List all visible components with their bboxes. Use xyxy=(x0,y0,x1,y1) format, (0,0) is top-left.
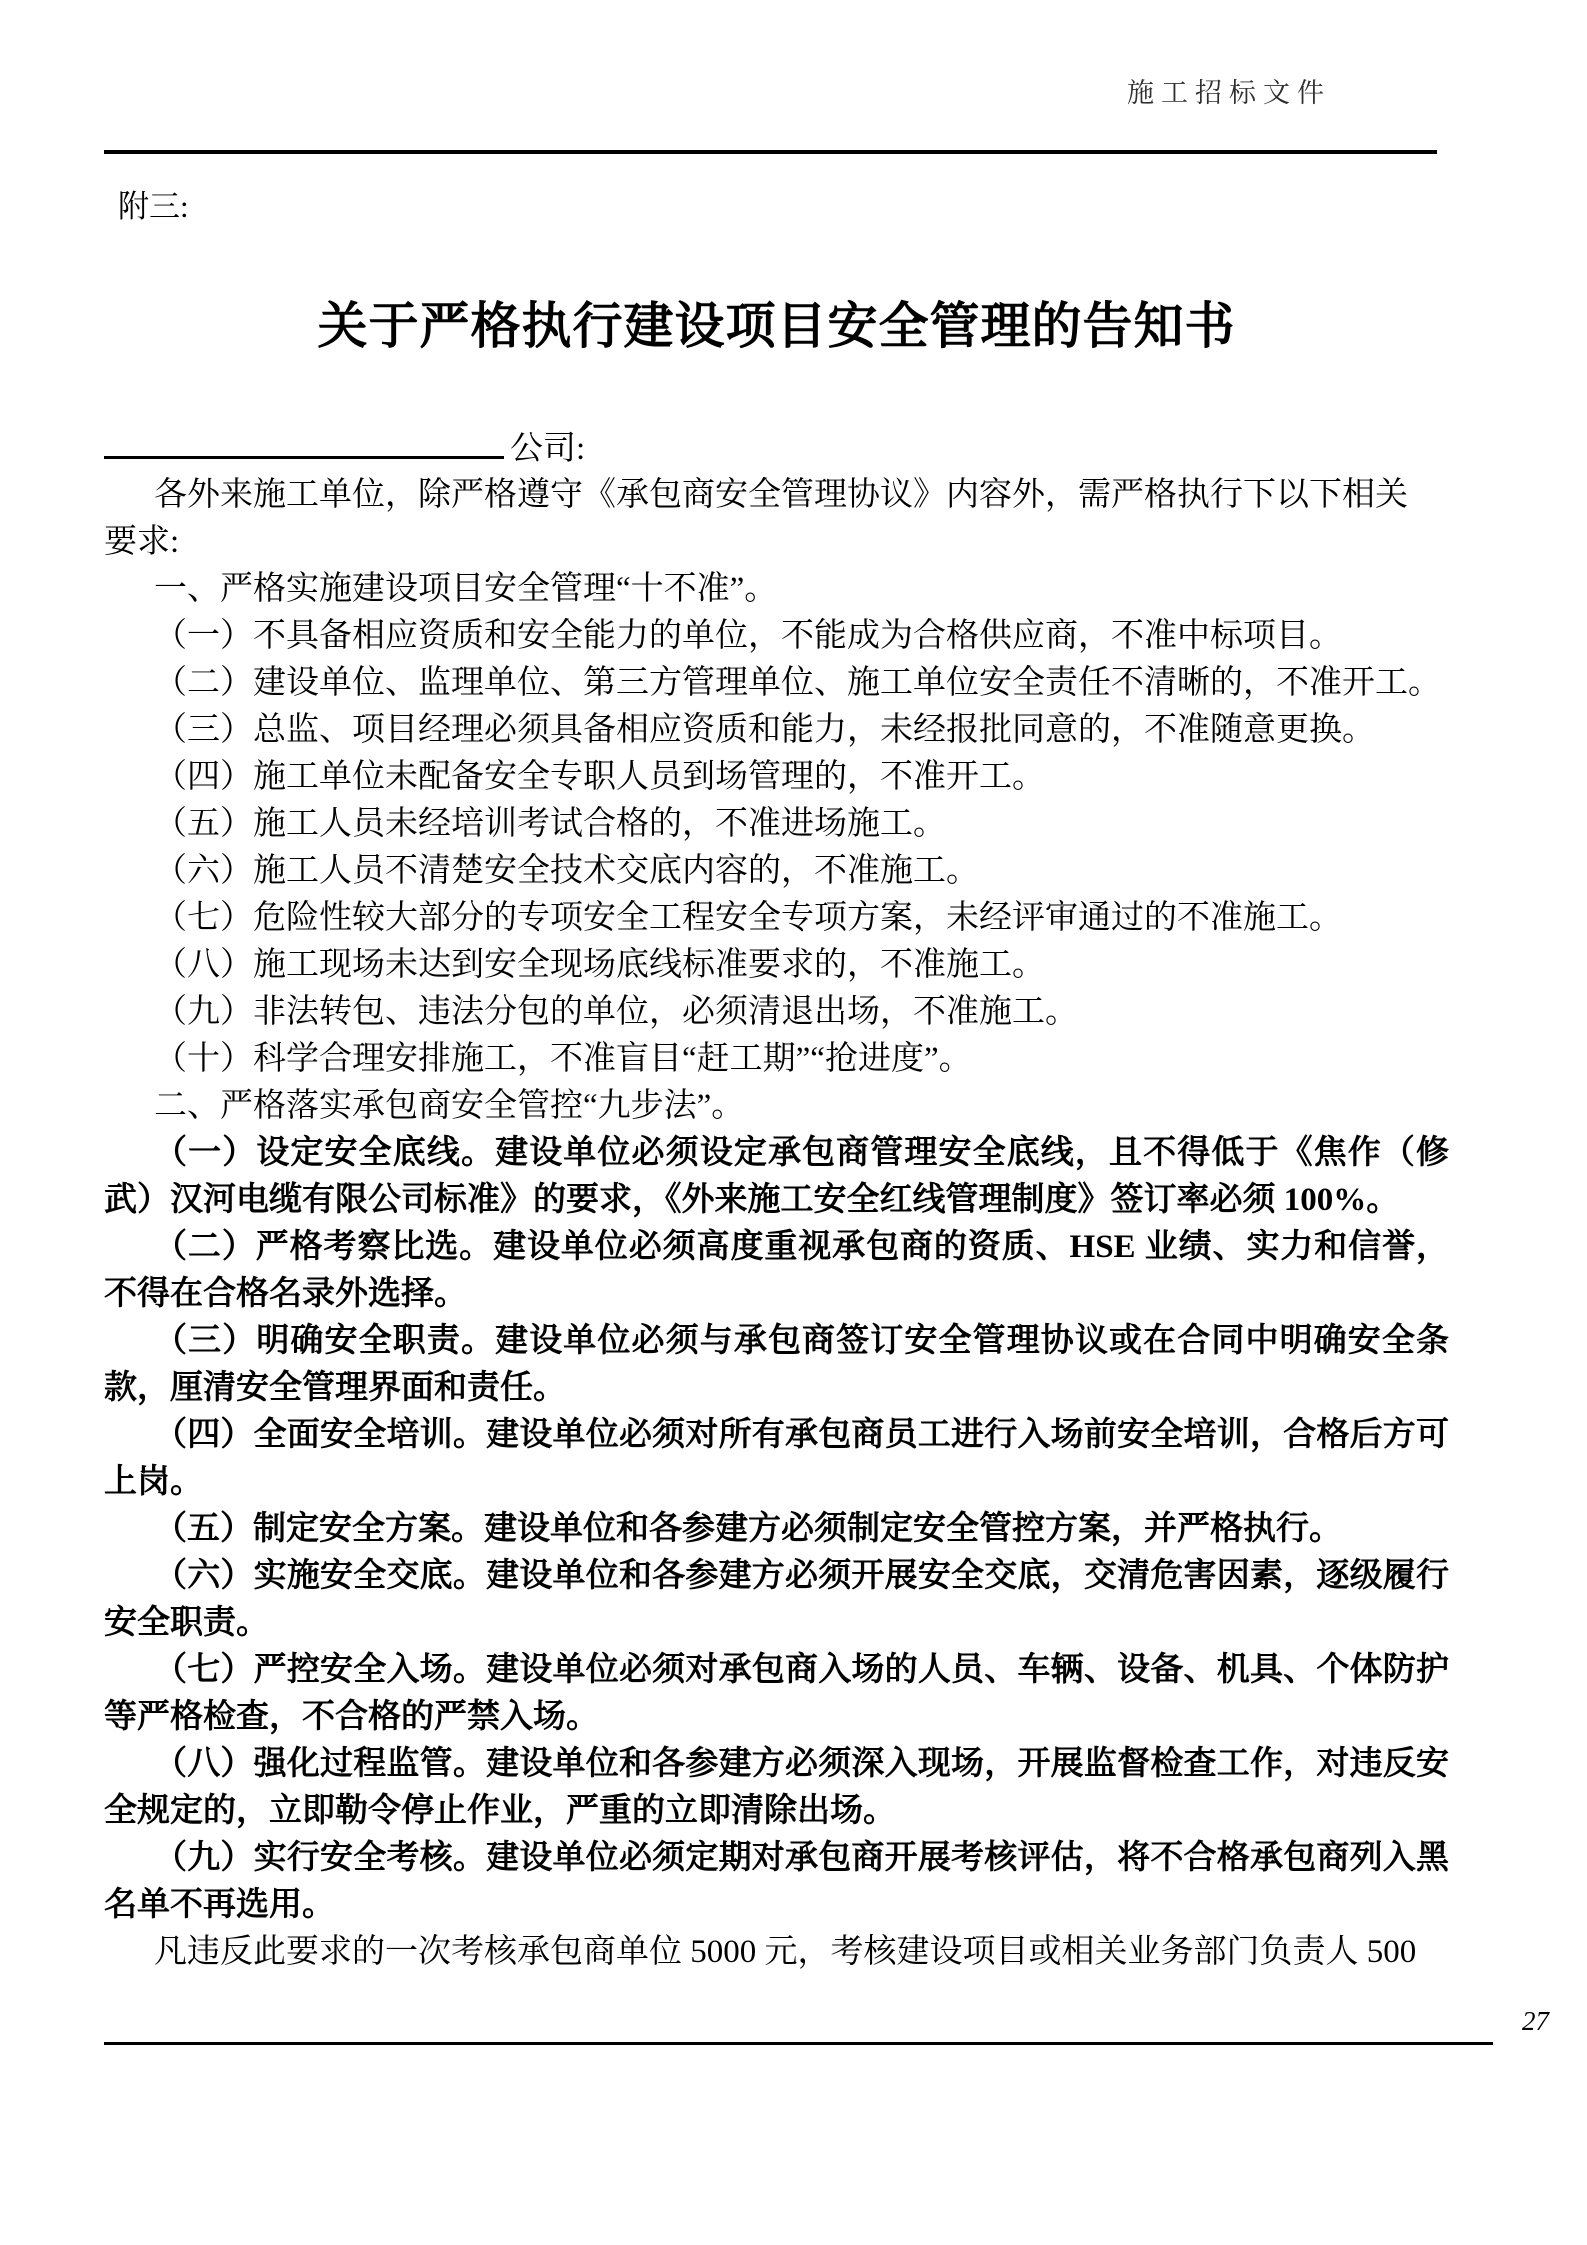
section2-item: （三）明确安全职责。建设单位必须与承包商签订安全管理协议或在合同中明确安全条款，厘清安全管理界面和责任。 xyxy=(104,1323,1449,1406)
section2-item: （四）全面安全培训。建设单位必须对所有承包商员工进行入场前安全培训，合格后方可上岗。 xyxy=(104,1417,1449,1500)
section1-item: （五）施工人员未经培训考试合格的，不准进场施工。 xyxy=(154,806,946,842)
section2-item: （一）设定安全底线。建设单位必须设定承包商管理安全底线，且不得低于《焦作（修武）汉河电缆有限公司标准》的要求，《外来施工安全红线管理制度》签订率必须 100%。 xyxy=(104,1135,1449,1218)
section2-item: （六）实施安全交底。建设单位和各参建方必须开展安全交底，交清危害因素，逐级履行安全职责。 xyxy=(104,1558,1449,1641)
company-line xyxy=(104,420,1449,472)
company-label: 公司: xyxy=(510,431,586,467)
section1-heading: 一、严格实施建设项目安全管理“十不准”。 xyxy=(154,571,778,607)
page-title: 关于严格执行建设项目安全管理的告知书 xyxy=(317,298,1236,354)
section1-item: （三）总监、项目经理必须具备相应资质和能力，未经报批同意的，不准随意更换。 xyxy=(154,712,1375,748)
section1-item: （六）施工人员不清楚安全技术交底内容的，不准施工。 xyxy=(154,853,979,889)
closing-paragraph: 凡违反此要求的一次考核承包商单位 5000 元，考核建设项目或相关业务部门负责人 500 xyxy=(154,1934,1417,1970)
section2-item: （二）严格考察比选。建设单位必须高度重视承包商的资质、HSE 业绩、实力和信誉，不得在合格名录外选择。 xyxy=(104,1229,1449,1312)
intro-line-1: 各外来施工单位，除严格遵守《承包商安全管理协议》内容外，需严格执行下以下相关 xyxy=(154,477,1408,513)
footer-rule xyxy=(104,2042,1493,2045)
doc-header-title: 施工招标文件 xyxy=(1127,78,1331,108)
header-rule xyxy=(104,150,1437,154)
section1-item: （七）危险性较大部分的专项安全工程安全专项方案，未经评审通过的不准施工。 xyxy=(154,900,1342,936)
attachment-label: 附三: xyxy=(118,189,189,224)
section1-item: （九）非法转包、违法分包的单位，必须清退出场，不准施工。 xyxy=(154,994,1078,1030)
section1-item: （十）科学合理安排施工，不准盲目“赶工期”“抢进度”。 xyxy=(154,1041,972,1077)
section2-item: （七）严控安全入场。建设单位必须对承包商入场的人员、车辆、设备、机具、个体防护等严格检查，不合格的严禁入场。 xyxy=(104,1652,1449,1735)
section2-item: （八）强化过程监管。建设单位和各参建方必须深入现场，开展监督检查工作，对违反安全规定的，立即勒令停止作业，严重的立即清除出场。 xyxy=(104,1746,1449,1829)
intro-line-2: 要求: xyxy=(104,524,180,560)
section2-item: （九）实行安全考核。建设单位必须定期对承包商开展考核评估，将不合格承包商列入黑名单不再选用。 xyxy=(104,1840,1449,1923)
page-number: 27 xyxy=(1522,2006,1549,2036)
section1-item: （二）建设单位、监理单位、第三方管理单位、施工单位安全责任不清晰的，不准开工。 xyxy=(154,665,1441,701)
section1-item: （一）不具备相应资质和安全能力的单位，不能成为合格供应商，不准中标项目。 xyxy=(154,618,1342,654)
section1-item: （四）施工单位未配备安全专职人员到场管理的，不准开工。 xyxy=(154,759,1045,795)
intro-paragraph xyxy=(104,472,1449,566)
company-blank-underline xyxy=(104,420,504,459)
section1-item: （八）施工现场未达到安全现场底线标准要求的，不准施工。 xyxy=(154,947,1045,983)
section2-heading: 二、严格落实承包商安全管控“九步法”。 xyxy=(154,1088,745,1124)
doc-header xyxy=(104,0,1449,154)
section2-item: （五）制定安全方案。建设单位和各参建方必须制定安全管控方案，并严格执行。 xyxy=(154,1511,1342,1547)
